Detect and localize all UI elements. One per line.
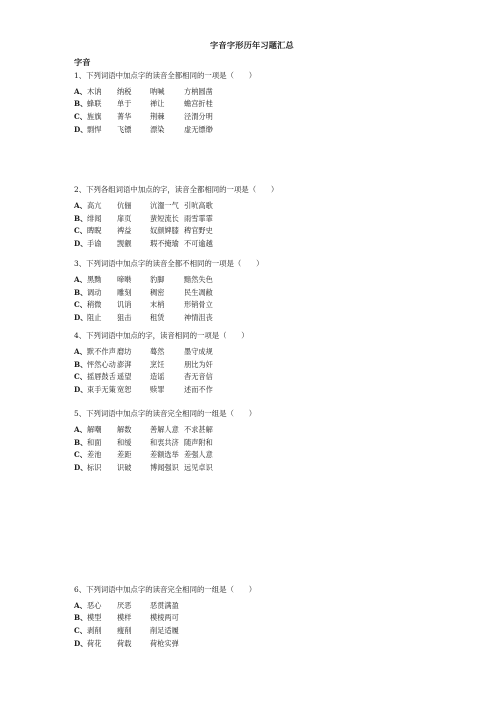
- option-word: 荷枪实弹: [150, 639, 179, 648]
- option-word: 禅让: [150, 99, 165, 108]
- option-word: 啼啭: [117, 275, 132, 284]
- option-word: 远见卓识: [184, 463, 213, 472]
- option-word: 蜂联: [87, 99, 102, 108]
- option-d: [74, 637, 474, 651]
- option-letter: A、: [74, 425, 87, 434]
- option-b: [74, 97, 474, 111]
- option-word: 和面: [87, 438, 102, 447]
- option-word: 伉俪: [117, 201, 132, 210]
- option-word: 和缓: [117, 438, 132, 447]
- option-word: 遥望: [117, 372, 132, 381]
- option-word: 木讷: [87, 87, 102, 96]
- option-letter: B、: [74, 613, 88, 622]
- option-letter: D、: [74, 239, 88, 248]
- option-word: 蟾宫折桂: [184, 99, 213, 108]
- option-c: [74, 448, 474, 462]
- option-word: 摇唇鼓舌: [87, 372, 116, 381]
- question-5: [74, 407, 474, 472]
- option-word: 纳税: [117, 87, 132, 96]
- question-3: [74, 257, 474, 322]
- option-word: 荷载: [117, 639, 132, 648]
- option-letter: D、: [74, 125, 88, 134]
- option-word: 模样: [117, 613, 132, 622]
- document-title: 字音字形历年习题汇总: [210, 40, 294, 50]
- question-1: [74, 69, 474, 134]
- option-word: 剥削: [87, 626, 102, 635]
- option-word: 荆棘: [150, 112, 165, 121]
- option-word: 默不作声: [87, 347, 116, 356]
- option-word: 磨坊: [117, 347, 132, 356]
- question-6: [74, 583, 474, 648]
- option-word: 睥睨: [87, 226, 102, 235]
- option-word: 不可逾越: [184, 239, 213, 248]
- question-4: [74, 329, 474, 394]
- option-word: 手谕: [87, 239, 102, 248]
- option-word: 荷花: [87, 639, 102, 648]
- option-letter: A、: [74, 347, 87, 356]
- option-word: 解数: [117, 425, 132, 434]
- option-word: 单于: [117, 99, 132, 108]
- option-word: 澎湃: [117, 360, 132, 369]
- option-word: 稍微: [87, 300, 102, 309]
- option-word: 和衷共济: [150, 438, 179, 447]
- option-d: [74, 237, 474, 251]
- option-word: 神情沮丧: [184, 313, 213, 322]
- option-c: [74, 370, 474, 384]
- option-letter: D、: [74, 639, 88, 648]
- option-word: 黯然失色: [184, 275, 213, 284]
- option-word: 菁华: [117, 112, 132, 121]
- option-letter: D、: [74, 463, 88, 472]
- option-word: 蓦然: [150, 347, 165, 356]
- option-a: [74, 273, 474, 287]
- option-word: 解嘲: [87, 425, 102, 434]
- option-word: 豹脚: [150, 275, 165, 284]
- option-letter: C、: [74, 372, 87, 381]
- option-letter: C、: [74, 300, 87, 309]
- option-word: 方枘圆凿: [184, 87, 213, 96]
- option-word: 黑黝: [87, 275, 102, 284]
- option-letter: C、: [74, 450, 87, 459]
- option-word: 讥诮: [117, 300, 132, 309]
- option-word: 裨益: [117, 226, 132, 235]
- option-word: 瘦削: [117, 626, 132, 635]
- option-letter: A、: [74, 601, 87, 610]
- option-letter: B、: [74, 438, 88, 447]
- option-word: 差强人意: [184, 450, 213, 459]
- option-letter: C、: [74, 626, 87, 635]
- option-word: 形销骨立: [184, 300, 213, 309]
- option-word: 述而不作: [184, 385, 213, 394]
- option-word: 租赁: [150, 313, 165, 322]
- option-d: [74, 461, 474, 475]
- option-word: 削足适履: [150, 626, 179, 635]
- option-letter: A、: [74, 201, 87, 210]
- option-word: 扉页: [117, 214, 132, 223]
- option-word: 怦然心动: [87, 360, 116, 369]
- option-word: 束手无策: [87, 385, 116, 394]
- option-a: [74, 199, 474, 213]
- option-word: 厌恶: [117, 601, 132, 610]
- option-word: 奴颜婢膝: [150, 226, 179, 235]
- option-word: 宽恕: [117, 385, 132, 394]
- option-a: [74, 345, 474, 359]
- option-c: [74, 224, 474, 238]
- option-word: 不求甚解: [184, 425, 213, 434]
- option-word: 赎罪: [150, 385, 165, 394]
- option-word: 漂染: [150, 125, 165, 134]
- option-word: 稗官野史: [184, 226, 213, 235]
- option-a: [74, 423, 474, 437]
- question-stem: 5、下列词语中加点字的读音完全相同的一组是（ ）: [74, 409, 257, 418]
- option-word: 绯闻: [87, 214, 102, 223]
- option-word: 阻止: [87, 313, 102, 322]
- option-letter: D、: [74, 313, 88, 322]
- option-word: 恶贯满盈: [150, 601, 179, 610]
- option-letter: B、: [74, 214, 88, 223]
- option-word: 恶心: [87, 601, 102, 610]
- option-word: 引吭高歌: [184, 201, 213, 210]
- question-stem: 6、下列词语中加点字的读音完全相同的一组是（ ）: [74, 585, 257, 594]
- question-stem: 4、下列词语中加点的字，读音相同的一项是（ ）: [74, 331, 249, 340]
- section-heading: 字音: [74, 57, 91, 67]
- option-word: 烹饪: [150, 360, 165, 369]
- option-b: [74, 611, 474, 625]
- option-letter: B、: [74, 99, 88, 108]
- option-word: 蜚短流长: [150, 214, 179, 223]
- option-word: 善解人意: [150, 425, 179, 434]
- option-d: [74, 123, 474, 137]
- option-word: 造谣: [150, 372, 165, 381]
- option-word: 朋比为奸: [184, 360, 213, 369]
- option-letter: A、: [74, 275, 87, 284]
- option-word: 稠密: [150, 288, 165, 297]
- option-c: [74, 624, 474, 638]
- option-letter: B、: [74, 360, 88, 369]
- option-word: 瑕不掩瑜: [150, 239, 179, 248]
- option-c: [74, 298, 474, 312]
- option-letter: A、: [74, 87, 87, 96]
- option-letter: B、: [74, 288, 88, 297]
- option-word: 高亢: [87, 201, 102, 210]
- option-d: [74, 383, 474, 397]
- option-word: 模型: [87, 613, 102, 622]
- option-word: 识破: [117, 463, 132, 472]
- option-word: 差额选举: [150, 450, 179, 459]
- option-word: 模棱两可: [150, 613, 179, 622]
- option-word: 差池: [87, 450, 102, 459]
- option-letter: D、: [74, 385, 88, 394]
- question-stem: 3、下列词语中加点字的读音全都不相同的一项是（ ）: [74, 259, 264, 268]
- option-word: 狙击: [117, 313, 132, 322]
- option-word: 旌旗: [87, 112, 102, 121]
- option-word: 调动: [87, 288, 102, 297]
- question-stem: 1、下列词语中加点字的读音全都相同的一项是（ ）: [74, 71, 257, 80]
- option-word: 剽悍: [87, 125, 102, 134]
- option-c: [74, 110, 474, 124]
- option-word: 民生凋敝: [184, 288, 213, 297]
- option-d: [74, 311, 474, 325]
- option-word: 标识: [87, 463, 102, 472]
- option-word: 雨雪霏霏: [184, 214, 213, 223]
- question-stem: 2、下列各组词语中加点的字，读音全都相同的一项是（ ）: [74, 185, 279, 194]
- question-2: [74, 183, 474, 248]
- option-word: 泾渭分明: [184, 112, 213, 121]
- option-word: 觊觎: [117, 239, 132, 248]
- option-word: 随声附和: [184, 438, 213, 447]
- option-word: 差距: [117, 450, 132, 459]
- option-letter: C、: [74, 112, 87, 121]
- option-word: 墨守成规: [184, 347, 213, 356]
- option-word: 杳无音信: [184, 372, 213, 381]
- option-word: 沆瀣一气: [150, 201, 179, 210]
- option-word: 末梢: [150, 300, 165, 309]
- option-word: 雕刻: [117, 288, 132, 297]
- option-word: 博闻强识: [150, 463, 179, 472]
- option-word: 飞镖: [117, 125, 132, 134]
- option-letter: C、: [74, 226, 87, 235]
- option-word: 呐喊: [150, 87, 165, 96]
- option-word: 虚无缥缈: [184, 125, 213, 134]
